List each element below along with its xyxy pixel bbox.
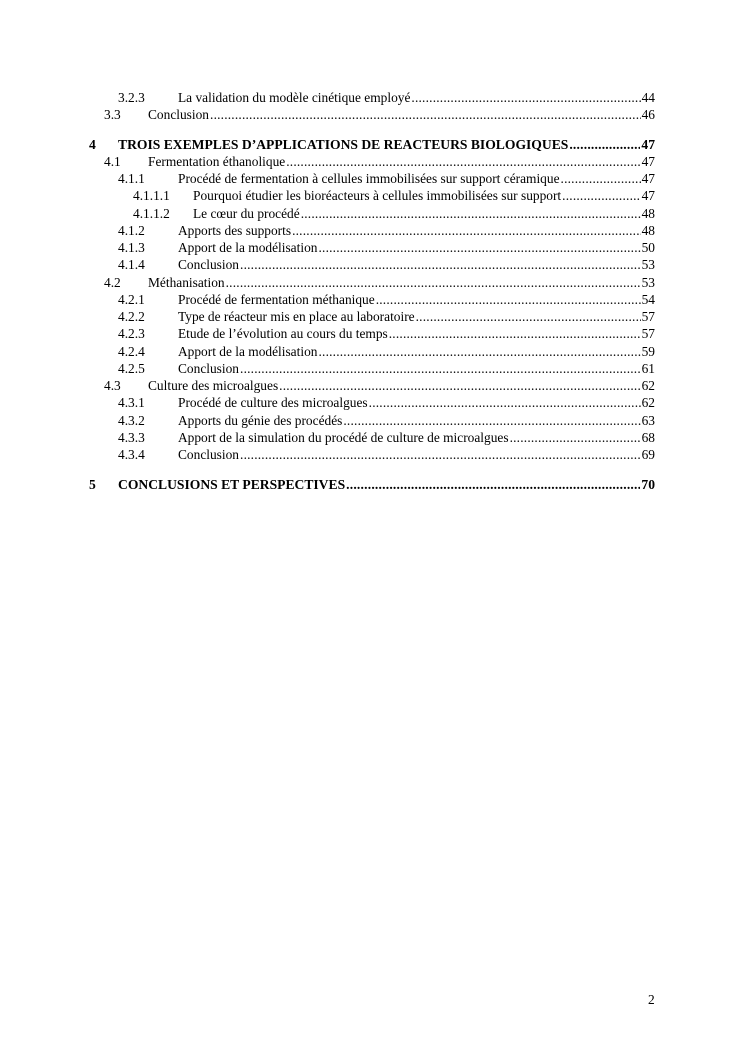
toc-entry xyxy=(0,239,655,256)
toc-dot-leader xyxy=(292,222,641,239)
toc-entry xyxy=(0,476,655,493)
toc-entry-number: 5 xyxy=(89,477,96,492)
toc-entry-page: 70 xyxy=(641,477,655,492)
toc-entry-number: 4.3.4 xyxy=(118,447,145,462)
toc-entry-title: Procédé de culture des microalgues xyxy=(178,395,368,410)
toc-entry-title: Pourquoi étudier les bioréacteurs à cellules immobilisées sur support xyxy=(193,188,562,203)
toc-entry-number: 4.2.2 xyxy=(118,309,145,324)
toc-entry-title: Culture des microalgues xyxy=(148,378,279,393)
toc-entry-page: 47 xyxy=(641,137,655,152)
toc-dot-leader xyxy=(346,476,640,493)
toc-entry-line xyxy=(178,429,655,446)
toc-entry xyxy=(0,412,655,429)
toc-entry-number: 4.2.5 xyxy=(118,361,145,376)
toc-entry-title: Apports des supports xyxy=(178,223,292,238)
toc-entry-line xyxy=(178,222,655,239)
toc-dot-leader xyxy=(369,394,641,411)
toc-entry-number: 3.2.3 xyxy=(118,90,145,105)
toc-entry-title: Le cœur du procédé xyxy=(193,206,300,221)
toc-entry-number: 4.1.2 xyxy=(118,223,145,238)
toc-dot-leader xyxy=(416,308,641,325)
toc-entry-page: 62 xyxy=(641,395,655,410)
toc-entry xyxy=(0,106,655,123)
toc-entry-title: Conclusion xyxy=(178,447,240,462)
toc-entry-line xyxy=(178,256,655,273)
toc-entry-number: 3.3 xyxy=(104,107,121,122)
toc-entry-page: 54 xyxy=(641,292,655,307)
toc-dot-leader xyxy=(210,106,641,123)
toc-dot-leader xyxy=(240,446,641,463)
toc-entry xyxy=(0,446,655,463)
toc-entry-line xyxy=(178,308,655,325)
toc-entry xyxy=(0,187,655,204)
toc-entry-number: 4.1.3 xyxy=(118,240,145,255)
toc-entry-number: 4.3 xyxy=(104,378,121,393)
toc-entry xyxy=(0,343,655,360)
toc-entry xyxy=(0,429,655,446)
toc-entry-number: 4.1.4 xyxy=(118,257,145,272)
toc-entry-line xyxy=(178,343,655,360)
toc-entry-number: 4.3.1 xyxy=(118,395,145,410)
toc-entry xyxy=(0,291,655,308)
toc-dot-leader xyxy=(569,136,640,153)
toc-entry-title: Conclusion xyxy=(178,361,240,376)
toc-entry-title: Procédé de fermentation à cellules immobilisées sur support céramique xyxy=(178,171,560,186)
toc-dot-leader xyxy=(376,291,641,308)
toc-dot-leader xyxy=(286,153,640,170)
toc-entry-number: 4.2 xyxy=(104,275,121,290)
toc-entry-page: 61 xyxy=(641,361,655,376)
toc-entry-title: Méthanisation xyxy=(148,275,225,290)
toc-entry-line xyxy=(178,412,655,429)
toc-entry xyxy=(0,89,655,106)
toc-entry-page: 63 xyxy=(641,413,655,428)
toc-dot-leader xyxy=(279,377,640,394)
toc-entry-title: La validation du modèle cinétique employé xyxy=(178,90,411,105)
toc-dot-leader xyxy=(240,256,641,273)
toc-entry-page: 47 xyxy=(641,188,655,203)
toc-entry-page: 44 xyxy=(641,90,655,105)
toc-entry-page: 48 xyxy=(641,206,655,221)
toc-entry-page: 57 xyxy=(641,309,655,324)
toc-entry-title: Procédé de fermentation méthanique xyxy=(178,292,375,307)
toc-entry xyxy=(0,170,655,187)
toc-entry-number: 4.2.4 xyxy=(118,344,145,359)
toc-entry-page: 50 xyxy=(641,240,655,255)
toc-entry-title: Conclusion xyxy=(178,257,240,272)
toc-dot-leader xyxy=(389,325,641,342)
toc-entry-page: 59 xyxy=(641,344,655,359)
toc-entry-page: 57 xyxy=(641,326,655,341)
toc-entry xyxy=(0,136,655,153)
toc-entry-title: Apport de la simulation du procédé de culture de microalgues xyxy=(178,430,509,445)
toc-entry-line xyxy=(178,291,655,308)
toc-entry-line xyxy=(193,187,655,204)
toc-entry xyxy=(0,325,655,342)
toc-entry-title: TROIS EXEMPLES D’APPLICATIONS DE REACTEURS BIOLOGIQUES xyxy=(118,137,569,152)
toc-entry-page: 69 xyxy=(641,447,655,462)
toc-dot-leader xyxy=(240,360,641,377)
toc-entry-number: 4.1.1.1 xyxy=(133,188,170,203)
toc-entry-line xyxy=(178,446,655,463)
toc-entry-title: Conclusion xyxy=(148,107,210,122)
toc-entry xyxy=(0,153,655,170)
toc-dot-leader xyxy=(561,170,641,187)
toc-entry-number: 4.1.1.2 xyxy=(133,206,170,221)
toc-entry-line xyxy=(148,106,655,123)
toc-entry-page: 68 xyxy=(641,430,655,445)
toc-entry-title: Apport de la modélisation xyxy=(178,240,318,255)
toc-entry-page: 46 xyxy=(641,107,655,122)
toc-entry-title: CONCLUSIONS ET PERSPECTIVES xyxy=(118,477,346,492)
toc-entry-number: 4.2.1 xyxy=(118,292,145,307)
toc-dot-leader xyxy=(343,412,640,429)
toc-entry xyxy=(0,222,655,239)
toc-entry-number: 4.1 xyxy=(104,154,121,169)
toc-entry xyxy=(0,274,655,291)
toc-entry-line xyxy=(193,205,655,222)
toc-entry-number: 4.3.2 xyxy=(118,413,145,428)
toc-entry-number: 4 xyxy=(89,137,96,152)
toc-entry-line xyxy=(148,274,655,291)
toc-entry-title: Type de réacteur mis en place au laboratoire xyxy=(178,309,415,324)
toc-entry-page: 53 xyxy=(641,257,655,272)
toc-entry-line xyxy=(118,136,655,153)
toc-entry-number: 4.1.1 xyxy=(118,171,145,186)
toc-entry-line xyxy=(178,89,655,106)
toc-dot-leader xyxy=(226,274,641,291)
toc-entry-title: Apports du génie des procédés xyxy=(178,413,343,428)
toc-entry xyxy=(0,394,655,411)
toc-entry xyxy=(0,205,655,222)
toc-entry-number: 4.2.3 xyxy=(118,326,145,341)
toc-entry-page: 47 xyxy=(641,171,655,186)
toc-entry-line xyxy=(178,170,655,187)
page-number: 2 xyxy=(648,992,655,1007)
toc-entry-line xyxy=(178,360,655,377)
toc-dot-leader xyxy=(318,343,640,360)
toc-entry-title: Apport de la modélisation xyxy=(178,344,318,359)
toc-entry xyxy=(0,308,655,325)
toc-entry xyxy=(0,377,655,394)
toc-entry-title: Fermentation éthanolique xyxy=(148,154,286,169)
toc-entry-page: 62 xyxy=(641,378,655,393)
toc-entry-line xyxy=(178,325,655,342)
toc-dot-leader xyxy=(318,239,640,256)
toc-entry-title: Etude de l’évolution au cours du temps xyxy=(178,326,388,341)
toc-dot-leader xyxy=(562,187,640,204)
toc-entry-line xyxy=(118,476,655,493)
toc-entry-line xyxy=(148,377,655,394)
toc-dot-leader xyxy=(411,89,640,106)
toc-entry-line xyxy=(178,239,655,256)
toc-entry-page: 53 xyxy=(641,275,655,290)
toc-entry-page: 47 xyxy=(641,154,655,169)
toc-entry-page: 48 xyxy=(641,223,655,238)
toc-dot-leader xyxy=(301,205,641,222)
toc-entry-number: 4.3.3 xyxy=(118,430,145,445)
toc-entry xyxy=(0,256,655,273)
toc-entry xyxy=(0,360,655,377)
toc-dot-leader xyxy=(510,429,641,446)
toc-entry-line xyxy=(178,394,655,411)
toc-entry-line xyxy=(148,153,655,170)
